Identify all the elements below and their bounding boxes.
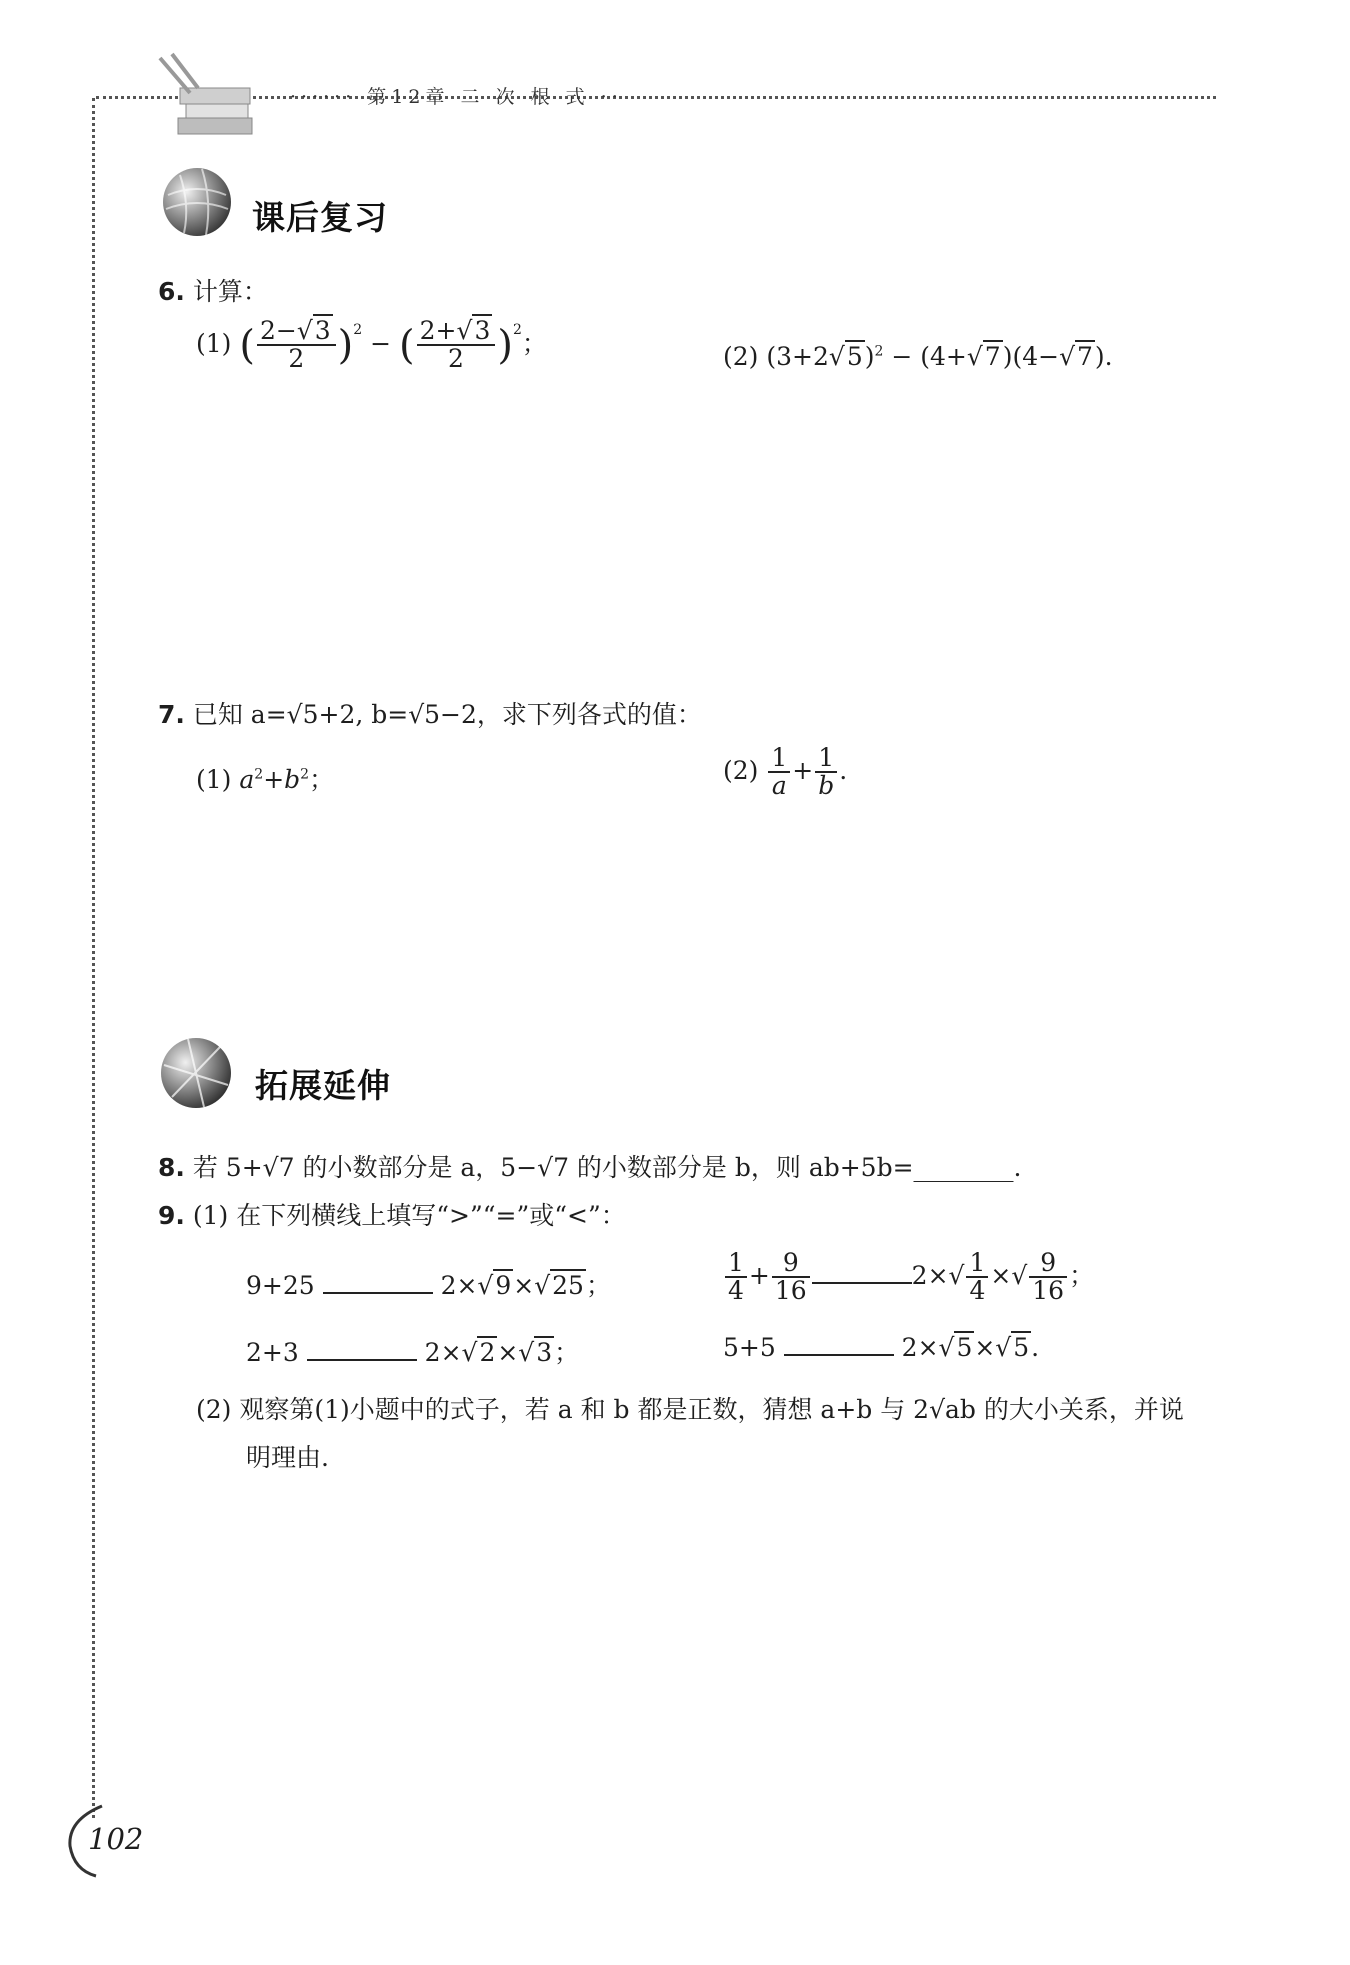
globe-icon [160,165,234,239]
question-number: 9. [158,1201,185,1230]
question-number: 7. [158,700,185,729]
question-7 [158,695,702,731]
q7-part-2: (2) $\frac{1}{a}$ + $\frac{1}{b}$ . [723,743,848,801]
page-number: 102 [88,1822,144,1856]
q6-part-2: (2) $(3+2√5)^2 - (4+√7)(4-√7)$. [723,342,1113,371]
q6-part-1: (1) ( $\frac{2-√3}{2}$ )$^2$ − ( $\frac{2+√3}{2}$ )$^2$； [196,316,547,374]
globe-icon [158,1035,234,1111]
question-6 [158,272,268,308]
question-number: 6. [158,277,185,306]
q9-compare-4: 5+5 2×√5×√5. [723,1333,1040,1362]
chapter-header: ······ 第12章 二 次 根 式 ·· [290,86,623,108]
question-8 [158,1148,1022,1184]
q9-part-2: (2) 观察第(1)小题中的式子，若 a 和 b 都是正数，猜想 a+b 与 2√ab 的大小关系，并说 [196,1395,1184,1424]
question-text: 若 5+√7 的小数部分是 a，5−√7 的小数部分是 b，则 ab+5b=________. [192,1153,1022,1182]
q9-compare-3: 2+3 2×√2×√3； [246,1338,580,1367]
q9-compare-2: $\frac{1}{4}$ + $\frac{9}{16}$ 2×√ $\frac{1}{4}$ ×√ $\frac{9}{16}$ ； [723,1250,1094,1305]
question-9 [158,1196,626,1232]
section-title-review: 课后复习 [252,198,388,237]
section-title-extension: 拓展延伸 [255,1066,391,1105]
question-prompt: 计算： [192,277,268,306]
q9-compare-1: 9+25 2×√9×√25； [246,1271,611,1300]
books-icon [150,48,260,143]
left-dotted-border [92,98,95,1818]
header-dotted-line [96,96,1216,99]
q7-part-1: (1) $a^2+b^2$； [196,765,335,794]
question-number: 8. [158,1153,185,1182]
question-9-part-1: (1) 在下列横线上填写“>”“=”或“<”： [192,1201,626,1230]
question-prompt: 已知 a=√5+2, b=√5−2，求下列各式的值： [192,700,702,729]
q9-part-2-line-2: 明理由. [246,1443,329,1472]
